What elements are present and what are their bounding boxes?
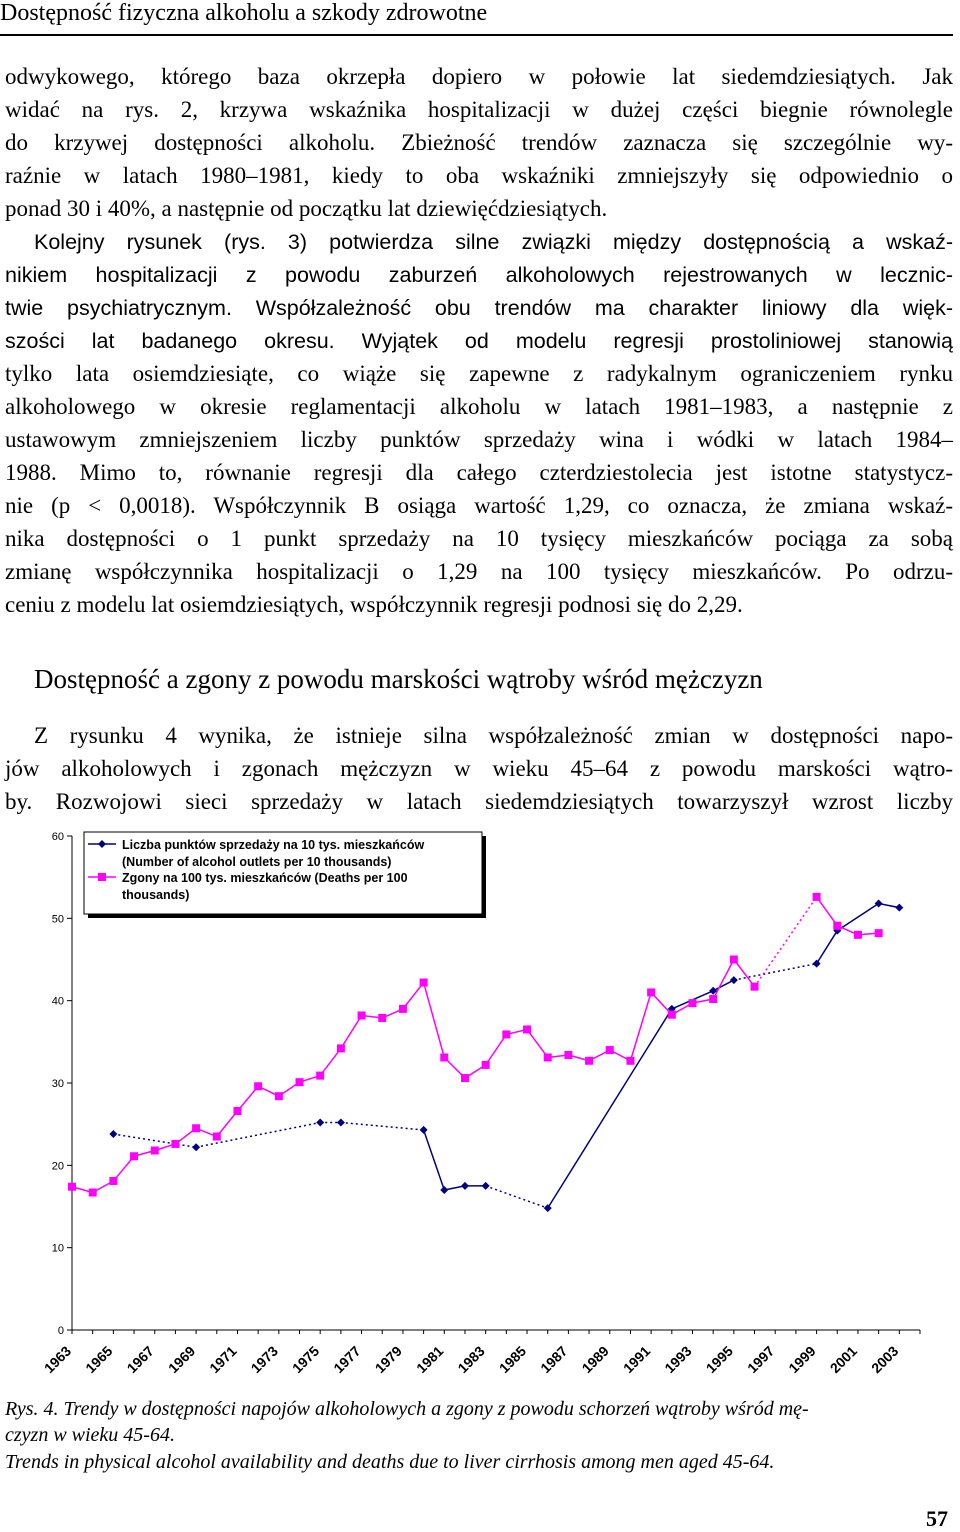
x-tick-label: 1971 [206, 1342, 240, 1377]
x-tick-label: 1965 [82, 1342, 116, 1377]
chart-legend [84, 832, 486, 918]
series2-point [316, 1072, 324, 1080]
series2-point [482, 1061, 490, 1069]
y-axis-ticks [52, 831, 72, 1337]
running-title: Dostępność fizyczna alkoholu a szkody zdrowotne [0, 0, 488, 26]
series-lines [72, 897, 899, 1208]
series1-point [895, 904, 903, 912]
series2-point [544, 1053, 552, 1061]
series2-point [564, 1051, 572, 1059]
series2-point [585, 1057, 593, 1065]
page-number: 57 [926, 1506, 948, 1531]
series1-point [544, 1204, 552, 1212]
para1-line-1: odwykowego, którego baza okrzepła dopiero w połowie lat siedemdziesiątych. Jak [5, 64, 953, 89]
series2-point [233, 1107, 241, 1115]
series1-point [440, 1186, 448, 1194]
series2-segment [630, 992, 651, 1060]
legend-series2-marker [98, 873, 106, 881]
series2-point [606, 1046, 614, 1054]
series2-point [647, 988, 655, 996]
series2-point [833, 922, 841, 930]
series1-point [813, 960, 821, 968]
series2-point [420, 979, 428, 987]
series2-segment [755, 897, 817, 987]
para1-line-2: widać na rys. 2, krzywa wskaźnika hospitalizacji w dużej części biegnie równolegle [5, 97, 953, 122]
series2-point [709, 995, 717, 1003]
para2-line-4: szości lat badanego okresu. Wyjątek od modelu regresji prostoliniowej stanowią [5, 329, 953, 353]
series2-segment [734, 960, 755, 987]
series2-point [502, 1030, 510, 1038]
series2-point [130, 1152, 138, 1160]
series2-point [68, 1183, 76, 1191]
series2-point [399, 1005, 407, 1013]
figure-caption-line-1: Rys. 4. Trendy w dostępności napojów alkoholowych a zgony z powodu schorzeń wątroby wśród mę- [5, 1398, 809, 1420]
y-tick-label: 20 [51, 1160, 64, 1173]
series1-point [109, 1130, 117, 1138]
series2-point [378, 1014, 386, 1022]
series2-point [668, 1011, 676, 1019]
x-tick-label: 1969 [164, 1342, 199, 1377]
x-tick-label: 1983 [454, 1342, 488, 1377]
x-axis-ticks [41, 1330, 920, 1376]
x-tick-label: 1985 [495, 1342, 530, 1377]
series2-point [109, 1177, 117, 1185]
series1-point [316, 1119, 324, 1127]
series2-point [254, 1082, 262, 1090]
x-tick-label: 1977 [330, 1342, 364, 1377]
series2-point [626, 1057, 634, 1065]
x-tick-label: 1973 [247, 1342, 281, 1377]
series2-segment [424, 983, 445, 1058]
para3-line-1: Z rysunku 4 wynika, że istnieje silna współzależność zmian w dostępności napo- [34, 723, 953, 748]
y-tick-label: 0 [57, 1325, 64, 1337]
x-tick-label: 1967 [123, 1342, 157, 1377]
para2-line-9: nie (p < 0,0018). Współczynnik B osiąga wartość 1,29, co oznacza, że zmiana wskaź- [5, 493, 953, 518]
series2-point [440, 1053, 448, 1061]
series1-segment [837, 904, 878, 931]
para2-line-8: 1988. Mimo to, równanie regresji dla całego czterdziestolecia jest istotne statystycz- [5, 460, 953, 485]
series2-point [213, 1133, 221, 1141]
legend-line-4: thousands) [122, 888, 190, 902]
series2-point [89, 1189, 97, 1197]
y-tick-label: 10 [51, 1242, 64, 1255]
series2-point [751, 983, 759, 991]
legend-line-3: Zgony na 100 tys. mieszkańców (Deaths per 100 [122, 871, 408, 885]
para1-line-5: ponad 30 i 40%, a następnie od początku lat dziewięćdziesiątych. [5, 196, 608, 221]
series1-point [461, 1182, 469, 1190]
series2-point [523, 1025, 531, 1033]
y-tick-label: 60 [51, 831, 64, 843]
legend-line-2: (Number of alcohol outlets per 10 thousands) [122, 855, 392, 869]
x-tick-label: 1991 [619, 1342, 654, 1377]
para2-line-3: twie psychiatrycznym. Współzależność obu trendów ma charakter liniowy dla więk- [5, 296, 953, 320]
series1-point [875, 900, 883, 908]
series2-point [875, 929, 883, 937]
y-tick-label: 40 [51, 995, 64, 1008]
para3-line-3: by. Rozwojowi sieci sprzedaży w latach siedemdziesiątych towarzyszył wzrost liczby [5, 789, 953, 814]
series2-segment [341, 1015, 362, 1048]
para2-line-1: Kolejny rysunek (rys. 3) potwierdza silne związki między dostępnością a wskaź- [34, 230, 953, 254]
series2-point [730, 956, 738, 964]
series1-point [482, 1182, 490, 1190]
series1-segment [713, 980, 734, 991]
series2-point [275, 1092, 283, 1100]
x-tick-label: 1975 [288, 1342, 323, 1377]
series2-point [358, 1011, 366, 1019]
series1-segment [113, 1134, 196, 1147]
para2-line-5: tylko lata osiemdziesiąte, co wiąże się zapewne z radykalnym ograniczeniem rynku [5, 361, 953, 386]
series2-point [296, 1078, 304, 1086]
series2-segment [486, 1034, 507, 1064]
series2-point [854, 931, 862, 939]
x-tick-label: 1981 [413, 1342, 447, 1377]
running-header [0, 0, 953, 36]
series2-segment [817, 897, 838, 926]
series1-segment [341, 1123, 424, 1130]
legend-line-1: Liczba punktów sprzedaży na 10 tys. mieszkańców [122, 838, 425, 852]
series2-point [813, 893, 821, 901]
para2-line-2: nikiem hospitalizacji z powodu zaburzeń alkoholowych rejestrowanych w lecznic- [5, 263, 953, 287]
series1-segment [424, 1130, 445, 1190]
series2-point [192, 1124, 200, 1132]
series1-point [420, 1126, 428, 1134]
series1-segment [734, 964, 817, 980]
series1-segment [548, 1009, 672, 1208]
y-tick-label: 30 [51, 1078, 64, 1090]
series-markers [68, 893, 903, 1212]
x-tick-label: 1999 [785, 1342, 819, 1377]
series1-point [730, 976, 738, 984]
y-tick-label: 50 [51, 913, 64, 926]
x-tick-label: 1997 [743, 1342, 778, 1377]
series2-point [461, 1074, 469, 1082]
section-heading: Dostępność a zgony z powodu marskości wątroby wśród mężczyzn [34, 664, 763, 694]
para2-line-7: ustawowym zmniejszeniem liczby punktów sprzedaży wina i wódki w latach 1984– [5, 427, 953, 452]
x-tick-label: 2003 [868, 1342, 902, 1377]
series2-point [688, 999, 696, 1007]
series1-point [337, 1119, 345, 1127]
figure-caption-line-3: Trends in physical alcohol availability and deaths due to liver cirrhosis among men aged 45-64. [5, 1451, 775, 1473]
x-tick-label: 2001 [826, 1342, 861, 1377]
series2-segment [527, 1029, 548, 1057]
series1-segment [817, 931, 838, 964]
series2-point [171, 1140, 179, 1148]
series1-point [192, 1143, 200, 1151]
series1-segment [486, 1186, 548, 1208]
para2-line-11: zmianę współczynnika hospitalizacji o 1,29 na 100 tysięcy mieszkańców. Po odrzu- [5, 559, 953, 584]
para1-line-3: do krzywej dostępności alkoholu. Zbieżność trendów zaznacza się szczególnie wy- [5, 130, 953, 155]
chart-figure-4 [0, 822, 960, 1394]
para2-line-6: alkoholowego w okresie reglamentacji alkoholu w latach 1981–1983, a następnie z [5, 394, 953, 419]
para3-line-2: jów alkoholowych i zgonach mężczyzn w wieku 45–64 z powodu marskości wątro- [5, 756, 953, 781]
series2-point [151, 1147, 159, 1155]
x-tick-label: 1987 [537, 1342, 571, 1377]
x-tick-label: 1995 [702, 1342, 736, 1377]
para2-line-10: nika dostępności o 1 punkt sprzedaży na 10 tysięcy mieszkańców pociąga za sobą [5, 526, 953, 551]
para2-line-12: ceniu z modelu lat osiemdziesiątych, współczynnik regresji podnosi się do 2,29. [5, 592, 743, 617]
x-tick-label: 1963 [40, 1342, 75, 1377]
series2-segment [320, 1048, 341, 1075]
x-tick-label: 1993 [661, 1342, 695, 1377]
x-tick-label: 1979 [371, 1342, 406, 1377]
x-tick-label: 1989 [578, 1342, 612, 1377]
series2-point [337, 1044, 345, 1052]
para1-line-4: raźnie w latach 1980–1981, kiedy to oba wskaźniki zmniejszyły się odpowiednio o [5, 163, 953, 188]
figure-caption-line-2: czyzn w wieku 45-64. [5, 1424, 175, 1446]
